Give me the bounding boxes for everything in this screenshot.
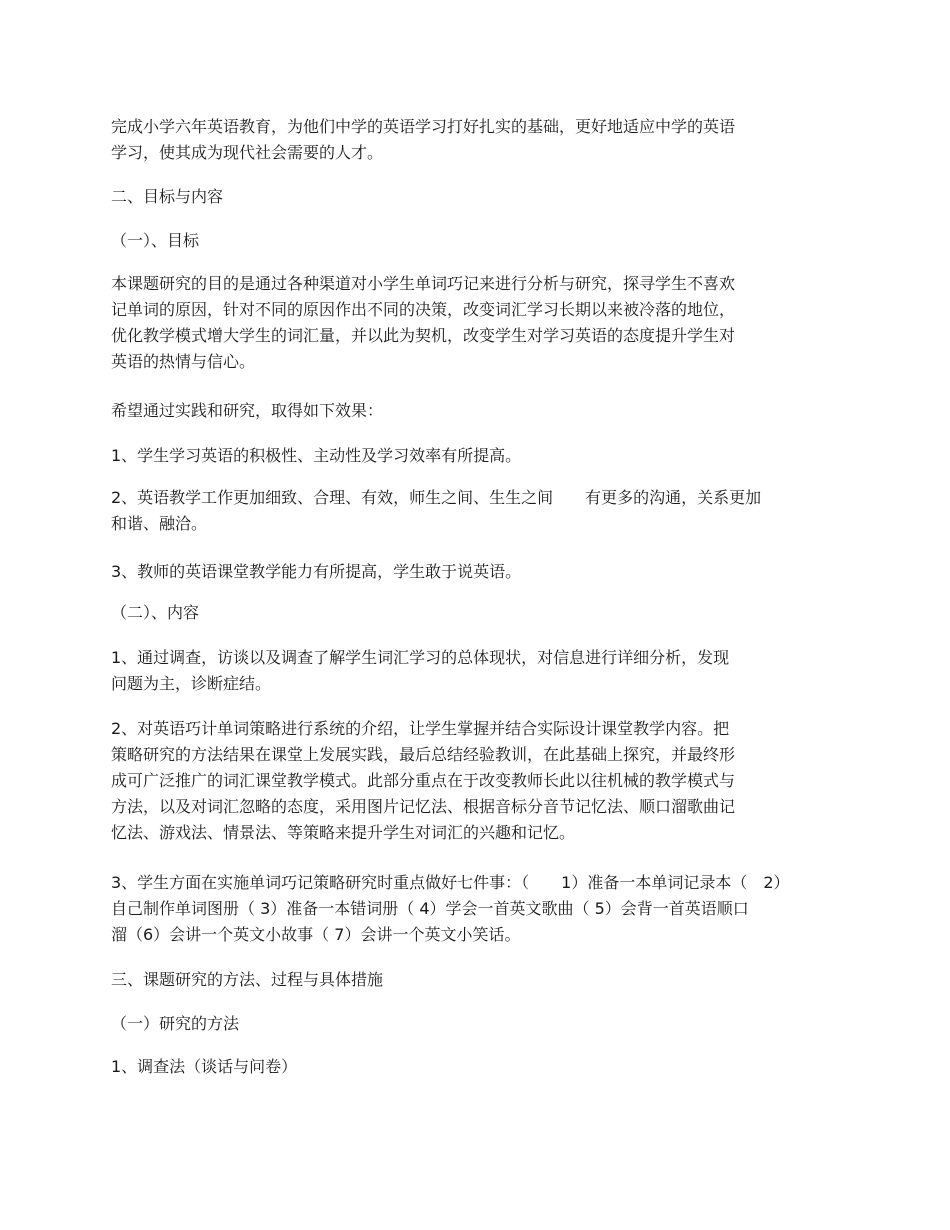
text-line: 溜（6）会讲一个英文小故事（ 7）会讲一个英文小笑话。 [111,925,521,944]
paragraph-intro-continuation [111,114,735,166]
paragraph-goals [111,271,735,375]
text-line: 1、通过调查，访谈以及调查了解学生词汇学习的总体现状，对信息进行详细分析，发现 [111,648,730,667]
text-line: 希望通过实践和研究，取得如下效果： [111,401,384,420]
list-item-content-2 [111,716,735,846]
text-line: 问题为主，诊断症结。 [111,674,272,693]
text-line: 2、英语教学工作更加细致、合理、有效，师生之间、生生之间 有更多的沟通，关系更加 [111,488,762,507]
list-item-method-1 [111,1054,297,1080]
text-line: 和谐、融洽。 [111,514,208,533]
heading-text: 三、课题研究的方法、过程与具体措施 [111,970,384,989]
text-line: 1、学生学习英语的积极性、主动性及学习效率有所提高。 [111,446,522,465]
text-line: 学习，使其成为现代社会需要的人才。 [111,143,384,162]
heading-text: （一）、目标 [111,231,200,250]
heading-goals [111,228,199,254]
text-line: 方法，以及对词汇忽略的态度，采用图片记忆法、根据音标分音节记忆法、顺口溜歌曲记 [111,797,736,816]
list-item-effect-3 [111,559,521,585]
text-line: 自己制作单词图册（ 3）准备一本错词册（ 4）学会一首英文歌曲（ 5）会背一首英语顺口 [111,899,749,918]
list-item-content-1 [111,645,729,697]
text-line: 忆法、游戏法、情景法、等策略来提升学生对词汇的兴趣和记忆。 [111,823,576,842]
text-line: 策略研究的方法结果在课堂上发展实践，最后总结经验教训，在此基础上探究，并最终形 [111,745,736,764]
text-line: 英语的热情与信心。 [111,352,256,371]
paragraph-expected-effects [111,398,383,424]
heading-section-3 [111,967,383,993]
text-line: 3、教师的英语课堂教学能力有所提高，学生敢于说英语。 [111,562,522,581]
list-item-effect-2 [111,485,761,537]
list-item-effect-1 [111,443,521,469]
list-item-content-3 [111,870,790,948]
text-line: 完成小学六年英语教育，为他们中学的英语学习打好扎实的基础，更好地适应中学的英语 [111,117,736,136]
heading-text: （二）、内容 [111,603,200,622]
text-line: 成可广泛推广的词汇课堂教学模式。此部分重点在于改变教师长此以往机械的教学模式与 [111,771,736,790]
heading-methods [111,1011,239,1037]
heading-text: （一）研究的方法 [111,1014,240,1033]
text-line: 本课题研究的目的是通过各种渠道对小学生单词巧记来进行分析与研究，探寻学生不喜欢 [111,274,736,293]
text-line: 记单词的原因，针对不同的原因作出不同的决策，改变词汇学习长期以来被冷落的地位， [111,300,736,319]
text-line: 优化教学模式增大学生的词汇量，并以此为契机，改变学生对学习英语的态度提升学生对 [111,326,736,345]
text-line: 1、调查法（谈话与问卷） [111,1057,298,1076]
text-line: 2、对英语巧计单词策略进行系统的介绍，让学生掌握并结合实际设计课堂教学内容。把 [111,719,730,738]
heading-text: 二、目标与内容 [111,187,224,206]
heading-section-2 [111,184,223,210]
text-line: 3、学生方面在实施单词巧记策略研究时重点做好七件事：（ 1）准备一本单词记录本（ 2） [111,873,790,892]
heading-content [111,600,199,626]
